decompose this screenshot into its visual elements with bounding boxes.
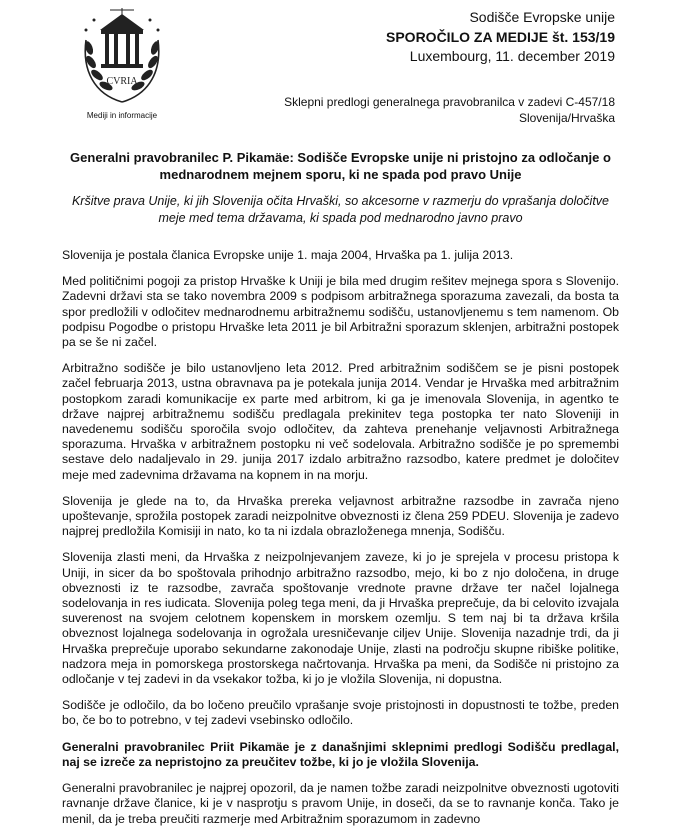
- court-emblem-icon: [72, 2, 172, 112]
- cvria-text: CVRIA: [106, 76, 138, 87]
- place-date: Luxembourg, 11. december 2019: [409, 48, 615, 64]
- press-release-number: SPOROČILO ZA MEDIJE št. 153/19: [386, 28, 615, 45]
- key-conclusion-paragraph: Generalni pravobranilec Priit Pikamäe je z današnjimi sklepnimi predlogi Sodišču predlagal, naj se izreče za nepristojno za preučitev tožbe, ki jo je vložila Slovenija.: [62, 739, 619, 769]
- document-title: Generalni pravobranilec P. Pikamäe: Sodišče Evropske unije ni pristojno za odločanje o mednarodnem mejnem sporu, ki ne spada pod pravo Unije: [70, 150, 611, 182]
- court-name: Sodišče Evropske unije: [469, 9, 615, 25]
- document-body: [62, 248, 619, 838]
- paragraph: Generalni pravobranilec je najprej opozoril, da je namen tožbe zaradi neizpolnitve obveznosti ugotoviti ravnanje države članice, ki je v nasprotju s pravom Unije, in doseči, da se to ravnanje konča. Tako je menil, da je treba preučiti razmerje med Arbitražnim sporazumom in zadevno: [62, 781, 619, 826]
- case-subheader: [284, 94, 615, 126]
- cvria-logo: [72, 2, 172, 124]
- paragraph: Slovenija je glede na to, da Hrvaška prereka veljavnost arbitražne razsodbe in zavrača njeno upoštevanje, sprožila postopek zaradi neizpolnitve obveznosti iz člena 259 PDEU. Slovenija je zadevo najprej predložila Komisiji in nato, ko ta ni izdala obrazloženega mnenja, Sodišču.: [62, 493, 619, 539]
- logo-caption: Mediji in informacije: [86, 111, 158, 120]
- paragraph: Slovenija je postala članica Evropske unije 1. maja 2004, Hrvaška pa 1. julija 2013.: [62, 248, 514, 262]
- press-header: [386, 8, 615, 67]
- paragraph: Arbitražno sodišče je bilo ustanovljeno leta 2012. Pred arbitražnim sodiščem se je pisni postopek začel februarja 2013, ustna obravnava pa je potekala junija 2014. Vendar je Hrvaška med arbitražnim postopkom zaradi komunikacije ex parte med arbitrom, ki ga je imenovala Slovenija, in agentko te države najprej arbitražnemu sodišču predlagala prekinitev tega postopka ter nato Sloveniji in navedenemu sodišču sporočila svojo odločitev, da zahteva prenehanje veljavnosti Arbitražnega sporazuma. Hrvaška v arbitražnem postopku ni več sodelovala. Arbitražno sodišče je po spremembi sestave delo nadaljevalo in 29. junija 2017 izdalo arbitražno razsodbo, katere predmet je določitev meje med zadevnima državama na kopnem in na morju.: [62, 361, 619, 482]
- paragraph: Med političnimi pogoji za pristop Hrvaške k Uniji je bila med drugim rešitev mejnega spora s Slovenijo. Zadevni državi sta se tako novembra 2009 s podpisom arbitražnega sporazuma zavezali, da bosta ta spor predložili v odločitev mednarodnemu arbitražnemu sodišču, ustanovljenemu s tem namenom. Ob podpisu Pogodbe o pristopu Hrvaške leta 2011 je bil Arbitražni sporazum sklenjen, arbitražni postopek pa se še ni začel.: [62, 274, 619, 350]
- case-line: Sklepni predlogi generalnega pravobranilca v zadevi C-457/18: [284, 95, 615, 109]
- paragraph: Slovenija zlasti meni, da Hrvaška z neizpolnjevanjem zaveze, ki jo je sprejela v procesu pristopa k Uniji, in sicer da bo spoštovala prihodnjo arbitražno razsodbo, mejo, ki bo z njo določena, in druge obveznosti iz te razsodbe, zavrača spoštovanje vrednote pravne države ter načel lojalnega sodelovanja in res iudicata. Slovenija poleg tega meni, da ji Hrvaška preprečuje, da bi celovito izvajala suverenost na svojem celotnem kopenskem in morskem ozemlju. S tem naj bi ta država kršila obveznost lojalnega sodelovanja in ogrožala uresničevanje ciljev Unije. Slovenija nazadnje trdi, da ji Hrvaška preprečuje uporabo sekundarne zakonodaje Unije, zlasti na področju skupne ribiške politike, nadzora meja in pomorskega prostorskega načrtovanja. Hrvaška pa meni, da Sodišče ni pristojno za odločanje v tej zadevi in da vsekakor tožba, ki jo je vložila Slovenija, ni dopustna.: [62, 550, 619, 687]
- lead-summary: Kršitve prava Unije, ki jih Slovenija očita Hrvaški, so akcesorne v razmerju do vprašanja določitve meje med tema državama, ki spada pod mednarodno javno pravo: [71, 194, 610, 225]
- paragraph: Sodišče je odločilo, da bo ločeno preučilo vprašanje svoje pristojnosti in dopustnosti te tožbe, preden bo, če bo to potrebno, v tej zadevi vsebinsko odločilo.: [62, 698, 619, 728]
- case-parties: Slovenija/Hrvaška: [518, 111, 615, 125]
